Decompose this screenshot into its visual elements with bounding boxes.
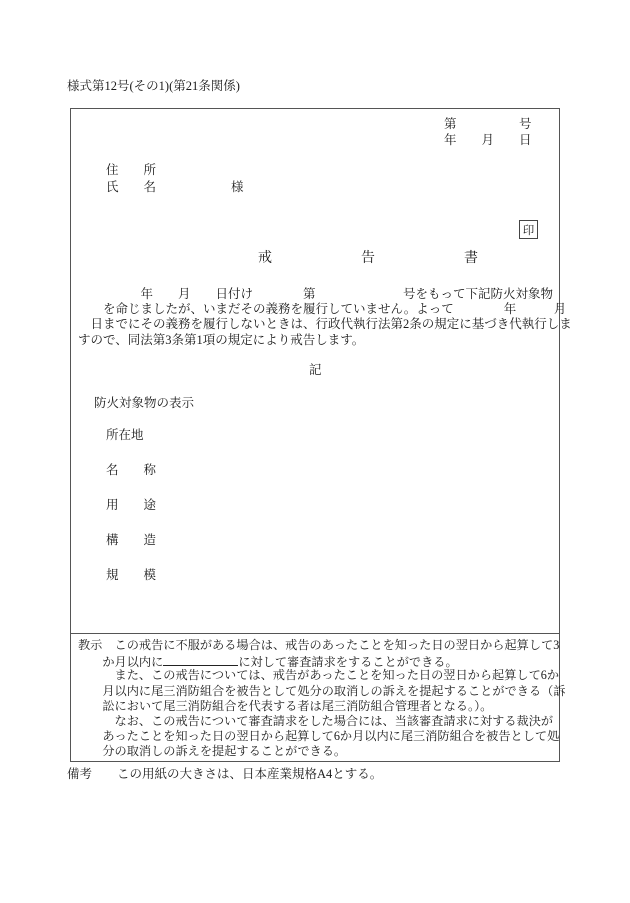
document-box [70,108,572,762]
instruction-line-7: あったことを知った日の翌日から起算して6か月以内に尾三消防組合を被告として処 [78,729,560,743]
field-label-name: 名 称 [106,463,157,477]
address-label: 住 所 [106,163,157,177]
instruction-line-2 [78,653,458,669]
body-line-2: を命じましたが、いまだその義務を履行していません。よって 年 月 [78,302,567,316]
instruction-line-2-pre: か月以内に [78,655,164,669]
seal-stamp-icon [519,220,538,239]
field-label-location: 所在地 [106,428,144,442]
doc-number-line: 第 号 [444,117,532,131]
body-line-4: すので、同法第3条第1項の規定により戒告します。 [78,333,365,347]
section-divider [71,633,559,634]
remark-note: 備考 この用紙の大きさは、日本産業規格A4とする。 [67,767,383,781]
property-section-heading: 防火対象物の表示 [94,396,195,410]
instruction-line-6: なお、この戒告について審査請求をした場合には、当該審査請求に対する裁決が [78,714,554,728]
instruction-line-3: また、この戒告については、戒告があったことを知った日の翌日から起算して6か [78,668,560,682]
field-label-use: 用 途 [106,498,157,512]
doc-date-line: 年 月 日 [444,133,532,147]
field-label-scale: 規 模 [106,568,157,582]
instruction-line-1: 教示 この戒告に不服がある場合は、戒告のあったことを知った日の翌日から起算して3 [78,638,560,652]
field-label-structure: 構 造 [106,533,157,547]
instruction-line-5: 訟において尾三消防組合を代表する者は尾三消防組合管理者となる。）。 [78,699,493,713]
form-label: 様式第12号(その1)(第21条関係) [67,79,240,93]
seal-character: 印 [522,224,535,237]
blank-underline [163,653,238,666]
record-heading: 記 [309,363,322,377]
body-line-1: 年 月 日付け 第 号をもって下記防火対象物 [78,287,554,301]
document-title: 戒告書 [258,251,567,266]
instruction-line-4: 月以内に尾三消防組合を被告として処分の取消しの訴えを提起することができる（訴 [78,684,566,698]
instruction-line-8: 分の取消しの訴えを提起することができる。 [78,744,347,758]
instruction-line-2-post: に対して審査請求をすることができる。 [238,655,458,669]
body-line-3: 日までにその義務を履行しないときは、行政代執行法第2条の規定に基づき代執行しま [78,317,572,331]
name-line: 氏 名 様 [106,180,244,194]
